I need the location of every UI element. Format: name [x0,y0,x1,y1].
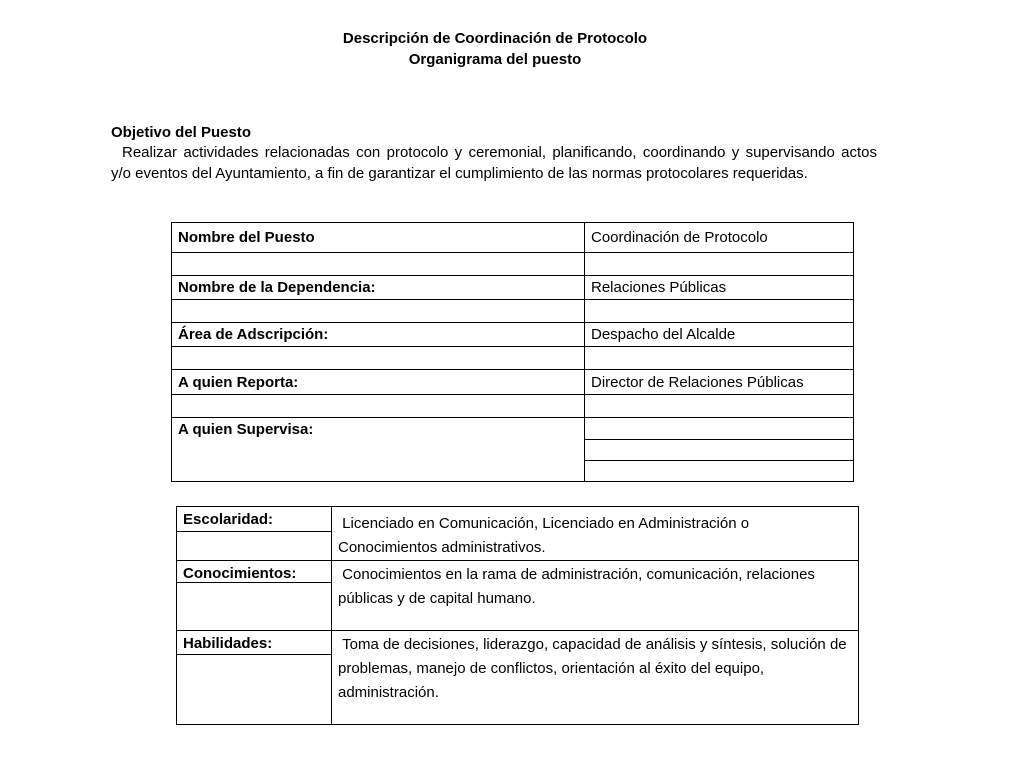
table-row [172,223,854,253]
value-text: Toma de decisiones, liderazgo, capacidad de análisis y síntesis, solución de problemas, manejo de conflictos, orientación al éxito del equipo, administración. [338,636,847,701]
spacer-row [172,347,854,370]
table-row [172,323,854,347]
objetivo-heading: Objetivo del Puesto [111,124,252,141]
empty-cell [177,532,332,561]
label-cell: Escolaridad: [177,507,332,532]
job-info-table [171,222,854,482]
value-cell: Relaciones Públicas [585,276,854,300]
label-cell: A quien Reporta: [172,370,585,395]
value-text: Conocimientos en la rama de administración, comunicación, relaciones públicas y de capital humano. [338,566,815,607]
value-cell [332,561,859,631]
label-cell: Área de Adscripción: [172,323,585,347]
label-cell: A quien Supervisa: [172,418,585,482]
objetivo-text: Realizar actividades relacionadas con protocolo y ceremonial, planificando, coordinando y supervisando actos y/o eventos del Ayuntamiento, a fin de garantizar el cumplimiento de las normas protocolares requeridas. [111,144,877,182]
table-row [172,370,854,395]
table-row [177,507,859,532]
empty-cell [172,253,585,276]
empty-cell [585,461,854,482]
value-cell [332,631,859,725]
empty-cell [177,583,332,631]
table-row [172,418,854,440]
spacer-row [172,300,854,323]
value-cell: Coordinación de Protocolo [585,223,854,253]
value-cell: Director de Relaciones Públicas [585,370,854,395]
empty-cell [585,253,854,276]
table-row [177,561,859,583]
spacer-row [172,395,854,418]
value-cell: Despacho del Alcalde [585,323,854,347]
empty-cell [177,655,332,725]
table-row [172,276,854,300]
value-cell [585,418,854,440]
document-subtitle: Organigrama del puesto [408,51,582,68]
table-row [177,631,859,655]
label-cell: Nombre del Puesto [172,223,585,253]
profile-table [176,506,859,725]
label-cell: Habilidades: [177,631,332,655]
label-cell: Conocimientos: [177,561,332,583]
spacer-row [172,253,854,276]
label-cell: Nombre de la Dependencia: [172,276,585,300]
document-title: Descripción de Coordinación de Protocolo [342,30,648,47]
empty-cell [585,347,854,370]
empty-cell [172,395,585,418]
value-cell [332,507,859,561]
empty-cell [172,300,585,323]
value-text: Licenciado en Comunicación, Licenciado en Administración o Conocimientos administrativos. [338,515,750,556]
empty-cell [585,395,854,418]
empty-cell [585,300,854,323]
empty-cell [172,347,585,370]
empty-cell [585,440,854,461]
